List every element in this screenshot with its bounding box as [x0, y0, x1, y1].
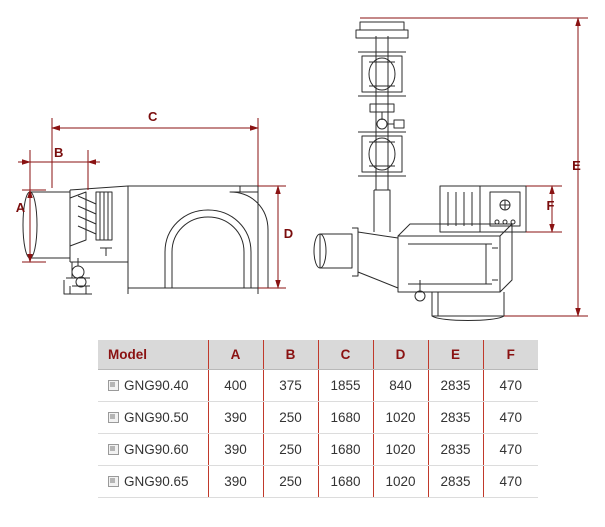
dimension-label-b: B — [54, 145, 64, 160]
cell-c: 1680 — [318, 434, 373, 466]
table-row — [98, 434, 538, 466]
table-header-model: Model — [98, 340, 208, 370]
cell-b: 250 — [263, 466, 318, 498]
cell-e: 2835 — [428, 402, 483, 434]
cell-d: 1020 — [373, 402, 428, 434]
table-header-e: E — [428, 340, 483, 370]
cell-b: 375 — [263, 370, 318, 402]
cell-e: 2835 — [428, 370, 483, 402]
cell-f: 470 — [483, 370, 538, 402]
cell-e: 2835 — [428, 466, 483, 498]
bullet-icon — [108, 412, 119, 423]
table-header-c: C — [318, 340, 373, 370]
cell-d: 1020 — [373, 466, 428, 498]
model-name: GNG90.65 — [124, 474, 189, 489]
cell-a: 400 — [208, 370, 263, 402]
table-header-row — [98, 340, 538, 370]
cell-a: 390 — [208, 434, 263, 466]
cell-d: 840 — [373, 370, 428, 402]
table-header-a: A — [208, 340, 263, 370]
cell-c: 1855 — [318, 370, 373, 402]
table-header-b: B — [263, 340, 318, 370]
cell-d: 1020 — [373, 434, 428, 466]
bullet-icon — [108, 476, 119, 487]
table-row — [98, 370, 538, 402]
bullet-icon — [108, 380, 119, 391]
cell-model — [98, 434, 208, 466]
dimension-label-e: E — [569, 158, 584, 171]
cell-e: 2835 — [428, 434, 483, 466]
cell-c: 1680 — [318, 402, 373, 434]
cell-f: 470 — [483, 434, 538, 466]
cell-b: 250 — [263, 402, 318, 434]
dimension-label-c: C — [148, 109, 158, 124]
specification-table — [98, 340, 538, 498]
dimension-label-a: A — [13, 200, 28, 213]
cell-model — [98, 370, 208, 402]
cell-c: 1680 — [318, 466, 373, 498]
cell-f: 470 — [483, 466, 538, 498]
model-name: GNG90.40 — [124, 378, 189, 393]
cell-a: 390 — [208, 466, 263, 498]
dimension-label-d: D — [281, 226, 296, 239]
cell-model — [98, 402, 208, 434]
table-row — [98, 466, 538, 498]
table-row — [98, 402, 538, 434]
table-header-d: D — [373, 340, 428, 370]
cell-model — [98, 466, 208, 498]
cell-a: 390 — [208, 402, 263, 434]
table-header-f: F — [483, 340, 538, 370]
specification-table-container — [98, 340, 538, 498]
cell-b: 250 — [263, 434, 318, 466]
model-name: GNG90.60 — [124, 442, 189, 457]
cell-f: 470 — [483, 402, 538, 434]
dimension-label-f: F — [543, 198, 558, 211]
model-name: GNG90.50 — [124, 410, 189, 425]
bullet-icon — [108, 444, 119, 455]
